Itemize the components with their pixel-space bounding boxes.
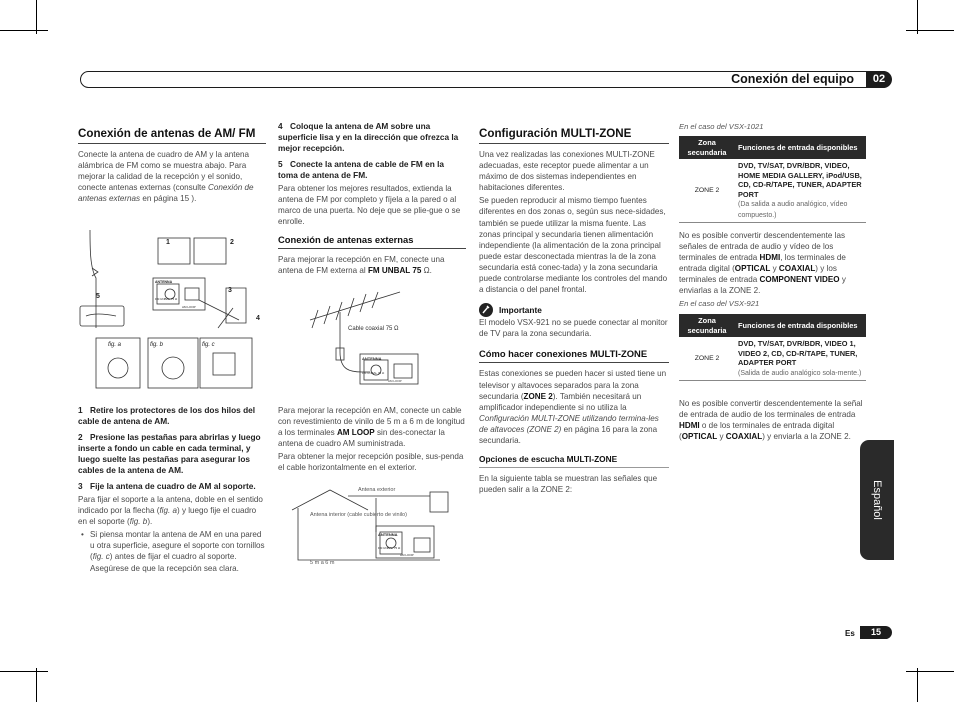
external-am-antenna-figure — [290, 482, 460, 572]
column-3 — [479, 127, 669, 497]
chapter-title: Conexión del equipo — [731, 72, 854, 86]
crop-mark — [917, 0, 918, 34]
column-2-am — [278, 405, 466, 476]
page-number: 15 — [860, 626, 892, 639]
outdoor-antenna-label: Antena exterior — [358, 487, 396, 493]
external-fm-antenna-figure — [290, 290, 460, 390]
column-1 — [78, 127, 266, 206]
fig-label-5: 5 — [96, 293, 100, 300]
functions-cell: DVD, TV/SAT, DVR/BDR, VIDEO 1, VIDEO 2, CD, CD-R/TAPE, TUNER, ADAPTER PORT (Salida de audio analógico sola-mente.) — [735, 337, 866, 381]
step-2: 2 Presione las pestañas para abrirlas y luego inserte a fondo un cable en cada terminal, y luego suelte las pestañas para asegurar los cables de la antena de AM. — [78, 432, 261, 475]
multizone-connections-paragraph: Estas conexiones se pueden hacer si usted tiene un televisor y altavoces separados para la zona secundaria (ZONE 2). También necesitará un amplificador independiente si no utiliza la Configuración MULTI-ZONE utilizando termina-les de altavoces (ZONE 2) en página 16 para la zona secundaria. — [479, 369, 667, 445]
table-header-functions: Funciones de entrada disponibles — [735, 136, 866, 159]
fig-amloop-label: AM LOOP — [182, 305, 196, 309]
section-heading: Conexión de antenas de AM/ FM — [78, 127, 256, 140]
multizone-paragraph-2: Se pueden reproducir al mismo tiempo fuentes diferentes en dos zonas o, según sus nece-sidades, también se puede utilizar la misma fuente. Las zonas principal y secundaria tienen alimentación independiente (la alimentación de la zona principal puede estar desconectada mientras la de la zona secundaria está conec-tada) y la zona secundaria puede controlarse mediante los controles del mando a distancia o del panel frontal. — [479, 196, 668, 295]
fig-fm-label: FM UNBAL 75 Ω — [155, 297, 178, 301]
zone-cell: ZONE 2 — [679, 159, 735, 223]
heading-rule — [78, 143, 266, 144]
fig-fm-label: FM UNBAL 75 Ω — [362, 371, 385, 375]
table-caption-2: En el caso del VSX-921 — [679, 299, 760, 308]
crop-mark — [0, 30, 36, 31]
heading-rule — [278, 248, 466, 249]
external-fm-paragraph: Para mejorar la recepción en FM, conecte una antena de FM externa al FM UNBAL 75 Ω. — [278, 255, 445, 276]
fig-label-4: 4 — [256, 315, 260, 322]
table-row — [679, 159, 866, 223]
step-5: 5 Conecte la antena de cable de FM en la toma de antena de FM. — [278, 159, 444, 180]
indoor-antenna-label: Antena interior (cable cubierto de vinilo) — [310, 512, 407, 518]
step-3: 3 Fije la antena de cuadro de AM al soporte. — [78, 481, 256, 491]
functions-cell: DVD, TV/SAT, DVR/BDR, VIDEO, HOME MEDIA GALLERY, iPod/USB, CD, CD-R/TAPE, TUNER, ADAPTER PORT (Da salida a audio analógico, vídeo compuesto.) — [735, 159, 866, 223]
external-antenna-heading: Conexión de antenas externas — [278, 234, 414, 246]
chapter-number: 02 — [866, 71, 892, 88]
language-label: Español — [871, 480, 883, 520]
intro-paragraph: Conecte la antena de cuadro de AM y la antena alámbrica de FM como se muestra abajo. Para mejorar la calidad de la recepción y el sonido, conecte antenas externas (consulte Conexión de antenas externas en página 15 ). — [78, 150, 254, 204]
column-1-steps — [78, 405, 266, 576]
crop-mark — [917, 668, 918, 702]
fig-c-label: fig. c — [202, 342, 215, 348]
important-note — [479, 303, 669, 317]
downconvert-paragraph-1: No es posible convertir descendentemente las señales de entrada de audio y vídeo de los terminales de entrada HDMI, los terminales de entrada digital (OPTICAL y COAXIAL) y los terminales de entrada COMPONENT VIDEO y enviarlas a la ZONE 2. — [679, 231, 846, 296]
footer-lang: Es — [845, 629, 855, 638]
fig-antenna-label: ANTENNA — [155, 280, 173, 284]
multizone-connections-heading: Cómo hacer conexiones MULTI-ZONE — [479, 348, 648, 360]
fig-antenna-label: ANTENNA — [362, 356, 382, 361]
heading-rule — [479, 362, 669, 363]
downconvert-paragraph-2: No es posible convertir descendentemente la señal de entrada de audio de los terminales de entrada HDMI o de los terminales de entrada digital (OPTICAL y COAXIAL) y enviarla a la ZONE 2. — [679, 399, 863, 442]
crop-mark — [0, 671, 48, 672]
step-4: 4 Coloque la antena de AM sobre una superficie lisa y en la dirección que ofrezca la mejor recepción. — [278, 121, 459, 153]
crop-mark — [906, 30, 954, 31]
fig-fm-label: FM UNBAL 75 Ω — [378, 546, 401, 550]
step-3-detail: Para fijar el soporte a la antena, doble en el sentido indicado por la flecha (fig. a) y luego fije el cuadro en el soporte (fig. b). — [78, 495, 263, 527]
bullet-wall-mount: • Si piensa montar la antena de AM en una pared u otra superficie, asegure el soporte con tornillos (fig. c) antes de fijar el cuadro al soporte. Asegúrese de que la recepción sea clara. — [78, 529, 266, 573]
zone-cell: ZONE 2 — [679, 337, 735, 381]
table-header-row — [679, 314, 866, 337]
column-2 — [278, 121, 466, 279]
heading-rule — [479, 467, 669, 468]
fig-b-label: fig. b — [150, 342, 164, 348]
fig-label-2: 2 — [230, 239, 234, 246]
important-icon — [479, 303, 493, 317]
fig-amloop-label: AM LOOP — [400, 553, 414, 557]
am-fm-antenna-figure — [78, 228, 268, 396]
zone-table-vsx921 — [679, 314, 866, 381]
length-label: 5 m a 6 m — [310, 560, 335, 566]
crop-mark — [36, 0, 37, 34]
heading-rule — [479, 143, 669, 144]
important-text: El modelo VSX-921 no se puede conectar al monitor de TV para la zona secundaria. — [479, 318, 668, 339]
multizone-paragraph-1: Una vez realizadas las conexiones MULTI-ZONE adecuadas, este receptor puede alimentar a un máximo de dos sistemas independientes en habitaciones diferentes. — [479, 150, 655, 193]
column-4-p1 — [679, 230, 867, 299]
table-header-functions: Funciones de entrada disponibles — [735, 314, 866, 337]
fig-antenna-label: ANTENNA — [378, 532, 398, 537]
crop-mark — [36, 30, 48, 31]
table-header-zone: Zona secundaria — [679, 314, 735, 337]
external-am-paragraph-2: Para obtener la mejor recepción posible, sus-penda el cable horizontalmente en el exterior. — [278, 452, 464, 473]
table-header-zone: Zona secundaria — [679, 136, 735, 159]
fig-label-1: 1 — [166, 239, 170, 246]
zone-table-vsx1021 — [679, 136, 866, 223]
step-5-detail: Para obtener los mejores resultados, extienda la antena de FM por completo y fíjela a la pared o al marco de una puerta. No deje que se plie-gue o se enrolle. — [278, 184, 461, 227]
important-label: Importante — [499, 304, 542, 315]
fig-label-3: 3 — [228, 287, 232, 294]
coax-cable-label: Cable coaxial 75 Ω — [348, 326, 399, 332]
crop-mark — [906, 671, 954, 672]
listening-options-heading: Opciones de escucha MULTI-ZONE — [479, 454, 618, 465]
language-tab — [860, 440, 894, 560]
section-heading: Configuración MULTI-ZONE — [479, 127, 632, 140]
listening-options-paragraph: En la siguiente tabla se muestran las señales que pueden salir a la ZONE 2: — [479, 474, 658, 495]
table-row — [679, 337, 866, 381]
column-4-p2 — [679, 398, 867, 444]
table-header-row — [679, 136, 866, 159]
fig-amloop-label: AM LOOP — [388, 379, 402, 383]
external-am-paragraph: Para mejorar la recepción en AM, conecte un cable con revestimiento de vinilo de 5 m a 6 m de longitud a los terminales AM LOOP sin des-conectar la antena de cuadro AM suministrada. — [278, 406, 465, 449]
fig-a-label: fig. a — [108, 342, 122, 348]
step-1: 1 Retire los protectores de los dos hilos del cable de antena de AM. — [78, 405, 256, 426]
crop-mark — [36, 668, 37, 702]
table-caption-1: En el caso del VSX-1021 — [679, 122, 764, 131]
